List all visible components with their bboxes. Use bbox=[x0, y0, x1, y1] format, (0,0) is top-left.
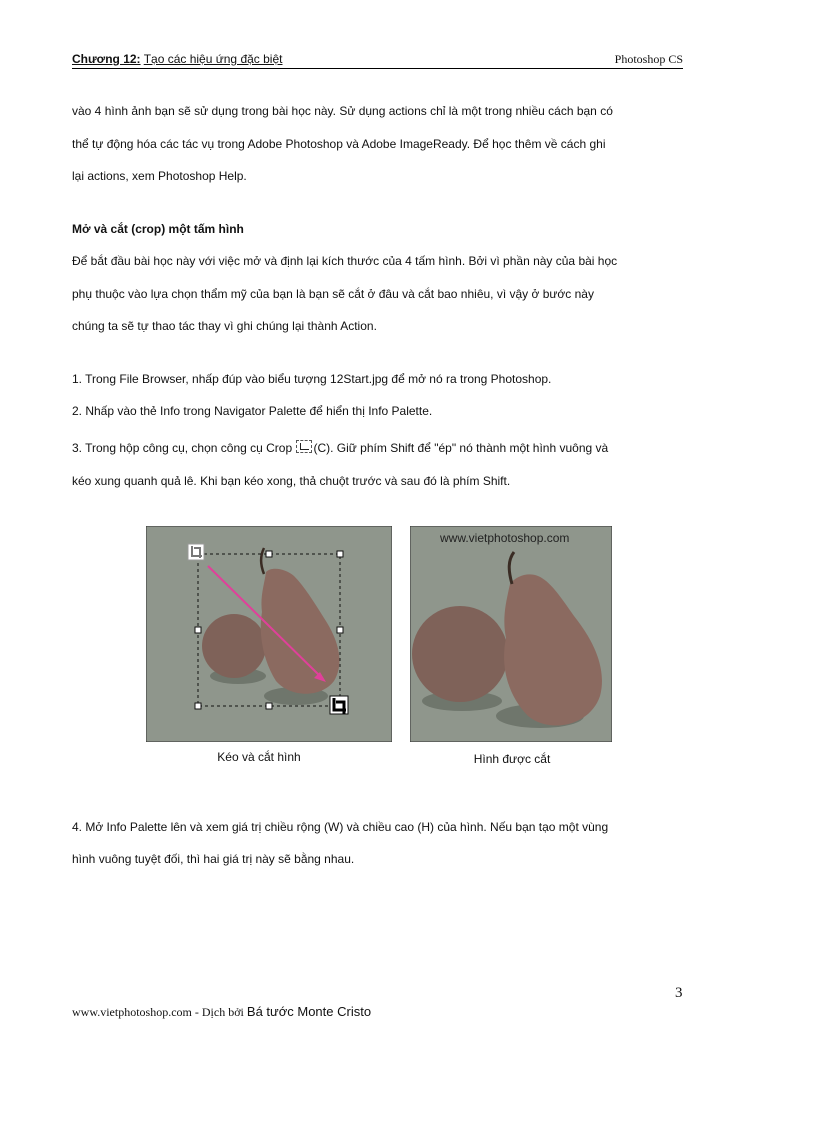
crop-cursor-end-icon bbox=[330, 696, 348, 714]
intro-line-1: vào 4 hình ảnh bạn sẽ sử dụng trong bài học này. Sử dụng actions chỉ là một trong nhiều cách bạn có bbox=[72, 104, 613, 118]
product-name: Photoshop CS bbox=[614, 52, 683, 66]
step-2: 2. Nhấp vào thẻ Info trong Navigator Palette để hiển thị Info Palette. bbox=[72, 404, 433, 418]
footer-translator: Bá tước Monte Cristo bbox=[246, 1004, 372, 1019]
pear-back-cropped bbox=[412, 606, 508, 702]
section-line-1: Để bắt đầu bài học này với việc mở và định lại kích thước của 4 tấm hình. Bởi vì phần này của bài học bbox=[72, 254, 618, 268]
step-3-text-a: 3. Trong hộp công cụ, chọn công cụ Crop bbox=[72, 441, 296, 455]
section-line-3: chúng ta sẽ tự thao tác thay vì ghi chúng lại thành Action. bbox=[72, 319, 377, 333]
step-3-text-b: (C). Giữ phím Shift để "ép" nó thành một hình vuông và bbox=[313, 441, 609, 455]
chapter-label: Chương 12: bbox=[72, 52, 141, 66]
chapter-subtitle: Tạo các hiệu ứng đặc biệt bbox=[143, 52, 283, 66]
page-footer bbox=[72, 1004, 371, 1020]
pear-back bbox=[202, 614, 266, 678]
footer-credit: - Dịch bởi bbox=[191, 1005, 247, 1019]
watermark-text: www.vietphotoshop.com bbox=[440, 531, 570, 545]
section-line-2: phụ thuộc vào lựa chọn thẩm mỹ của bạn là bạn sẽ cắt ở đâu và cắt bao nhiêu, vì vậy ở bước này bbox=[72, 287, 594, 301]
crop-cursor-start-icon bbox=[188, 544, 204, 560]
step-4-line-1: 4. Mở Info Palette lên và xem giá trị chiều rộng (W) và chiều cao (H) của hình. Nếu bạn tạo một vùng bbox=[72, 820, 609, 834]
chapter-title bbox=[72, 52, 282, 66]
figure-cropped bbox=[410, 526, 612, 742]
footer-site-link[interactable]: www.vietphotoshop.com bbox=[72, 1005, 192, 1019]
figure-right-caption: Hình được cắt bbox=[473, 752, 551, 766]
figure-drag-crop bbox=[146, 526, 392, 742]
intro-line-2: thể tự động hóa các tác vụ trong Adobe Photoshop và Adobe ImageReady. Để học thêm về cách ghi bbox=[72, 137, 606, 151]
step-4-line-2: hình vuông tuyệt đối, thì hai giá trị này sẽ bằng nhau. bbox=[72, 852, 355, 866]
step-3-line-2: kéo xung quanh quả lê. Khi bạn kéo xong, thả chuột trước và sau đó là phím Shift. bbox=[72, 474, 511, 488]
intro-line-3: lại actions, xem Photoshop Help. bbox=[72, 169, 247, 183]
figure-left-caption: Kéo và cắt hình bbox=[217, 750, 301, 764]
step-3 bbox=[72, 440, 608, 456]
page-header bbox=[72, 52, 683, 69]
page-number: 3 bbox=[675, 985, 683, 1001]
section-heading: Mở và cắt (crop) một tấm hình bbox=[72, 222, 244, 236]
step-1: 1. Trong File Browser, nhấp đúp vào biểu tượng 12Start.jpg để mở nó ra trong Photoshop. bbox=[72, 372, 552, 386]
crop-tool-icon bbox=[296, 440, 312, 453]
